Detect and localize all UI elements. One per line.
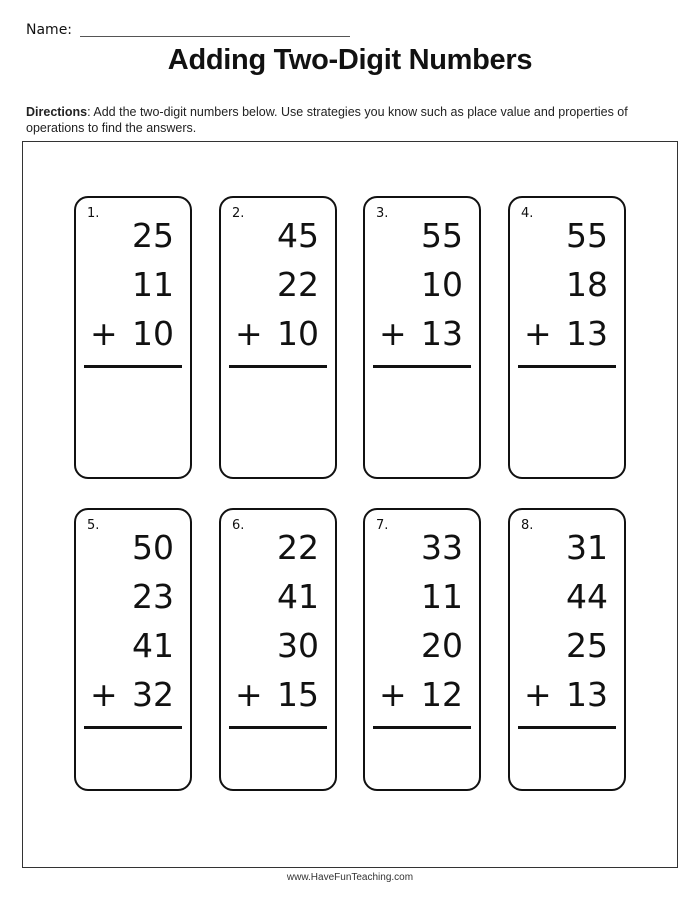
problem-number: 6. [232, 518, 245, 533]
addend: 15 [277, 675, 319, 714]
sum-line [373, 726, 471, 729]
answer-space[interactable] [518, 732, 616, 781]
plus-sign: + [235, 314, 263, 353]
addend: 23 [132, 577, 174, 616]
addend: 13 [421, 314, 463, 353]
addend: 31 [566, 528, 608, 567]
answer-space[interactable] [84, 732, 182, 781]
sum-line [373, 365, 471, 368]
addend: 18 [566, 265, 608, 304]
sum-line [518, 726, 616, 729]
problem-number: 2. [232, 206, 245, 221]
problem-number: 7. [376, 518, 389, 533]
plus-sign: + [379, 675, 407, 714]
sum-line [229, 365, 327, 368]
answer-space[interactable] [373, 371, 471, 469]
problem-card [363, 196, 481, 479]
problem-number: 5. [87, 518, 100, 533]
problem-card [219, 508, 337, 791]
addend: 25 [132, 216, 174, 255]
sum-line [229, 726, 327, 729]
plus-sign: + [524, 314, 552, 353]
addend: 45 [277, 216, 319, 255]
addend: 32 [132, 675, 174, 714]
plus-sign: + [379, 314, 407, 353]
addend: 22 [277, 265, 319, 304]
addend: 33 [421, 528, 463, 567]
addend: 41 [277, 577, 319, 616]
addend: 10 [277, 314, 319, 353]
directions-text: : Add the two-digit numbers below. Use strategies you know such as place value and properties of operations to find the answers. [26, 105, 628, 135]
addend: 20 [421, 626, 463, 665]
addend: 11 [421, 577, 463, 616]
name-row [26, 22, 72, 38]
addend: 10 [421, 265, 463, 304]
plus-sign: + [524, 675, 552, 714]
plus-sign: + [90, 314, 118, 353]
problem-number: 4. [521, 206, 534, 221]
problem-card [74, 196, 192, 479]
addend: 13 [566, 675, 608, 714]
answer-space[interactable] [518, 371, 616, 469]
addend: 55 [566, 216, 608, 255]
worksheet-title: Adding Two-Digit Numbers [167, 44, 533, 76]
sum-line [84, 726, 182, 729]
plus-sign: + [235, 675, 263, 714]
addend: 30 [277, 626, 319, 665]
addend: 25 [566, 626, 608, 665]
footer-website: www.HaveFunTeaching.com [286, 872, 414, 883]
problem-number: 1. [87, 206, 100, 221]
addend: 22 [277, 528, 319, 567]
addend: 11 [132, 265, 174, 304]
name-label: Name: [26, 22, 73, 38]
problem-card [363, 508, 481, 791]
addend: 10 [132, 314, 174, 353]
answer-space[interactable] [84, 371, 182, 469]
directions-label: Directions [26, 105, 88, 119]
problem-card [74, 508, 192, 791]
answer-space[interactable] [229, 732, 327, 781]
problem-number: 8. [521, 518, 534, 533]
addend: 12 [421, 675, 463, 714]
sum-line [84, 365, 182, 368]
problem-card [508, 508, 626, 791]
name-field[interactable] [80, 36, 350, 37]
addend: 44 [566, 577, 608, 616]
addend: 41 [132, 626, 174, 665]
answer-space[interactable] [229, 371, 327, 469]
answer-space[interactable] [373, 732, 471, 781]
plus-sign: + [90, 675, 118, 714]
addend: 50 [132, 528, 174, 567]
problem-number: 3. [376, 206, 389, 221]
directions [26, 104, 676, 136]
problem-card [219, 196, 337, 479]
addend: 55 [421, 216, 463, 255]
problem-card [508, 196, 626, 479]
sum-line [518, 365, 616, 368]
addend: 13 [566, 314, 608, 353]
